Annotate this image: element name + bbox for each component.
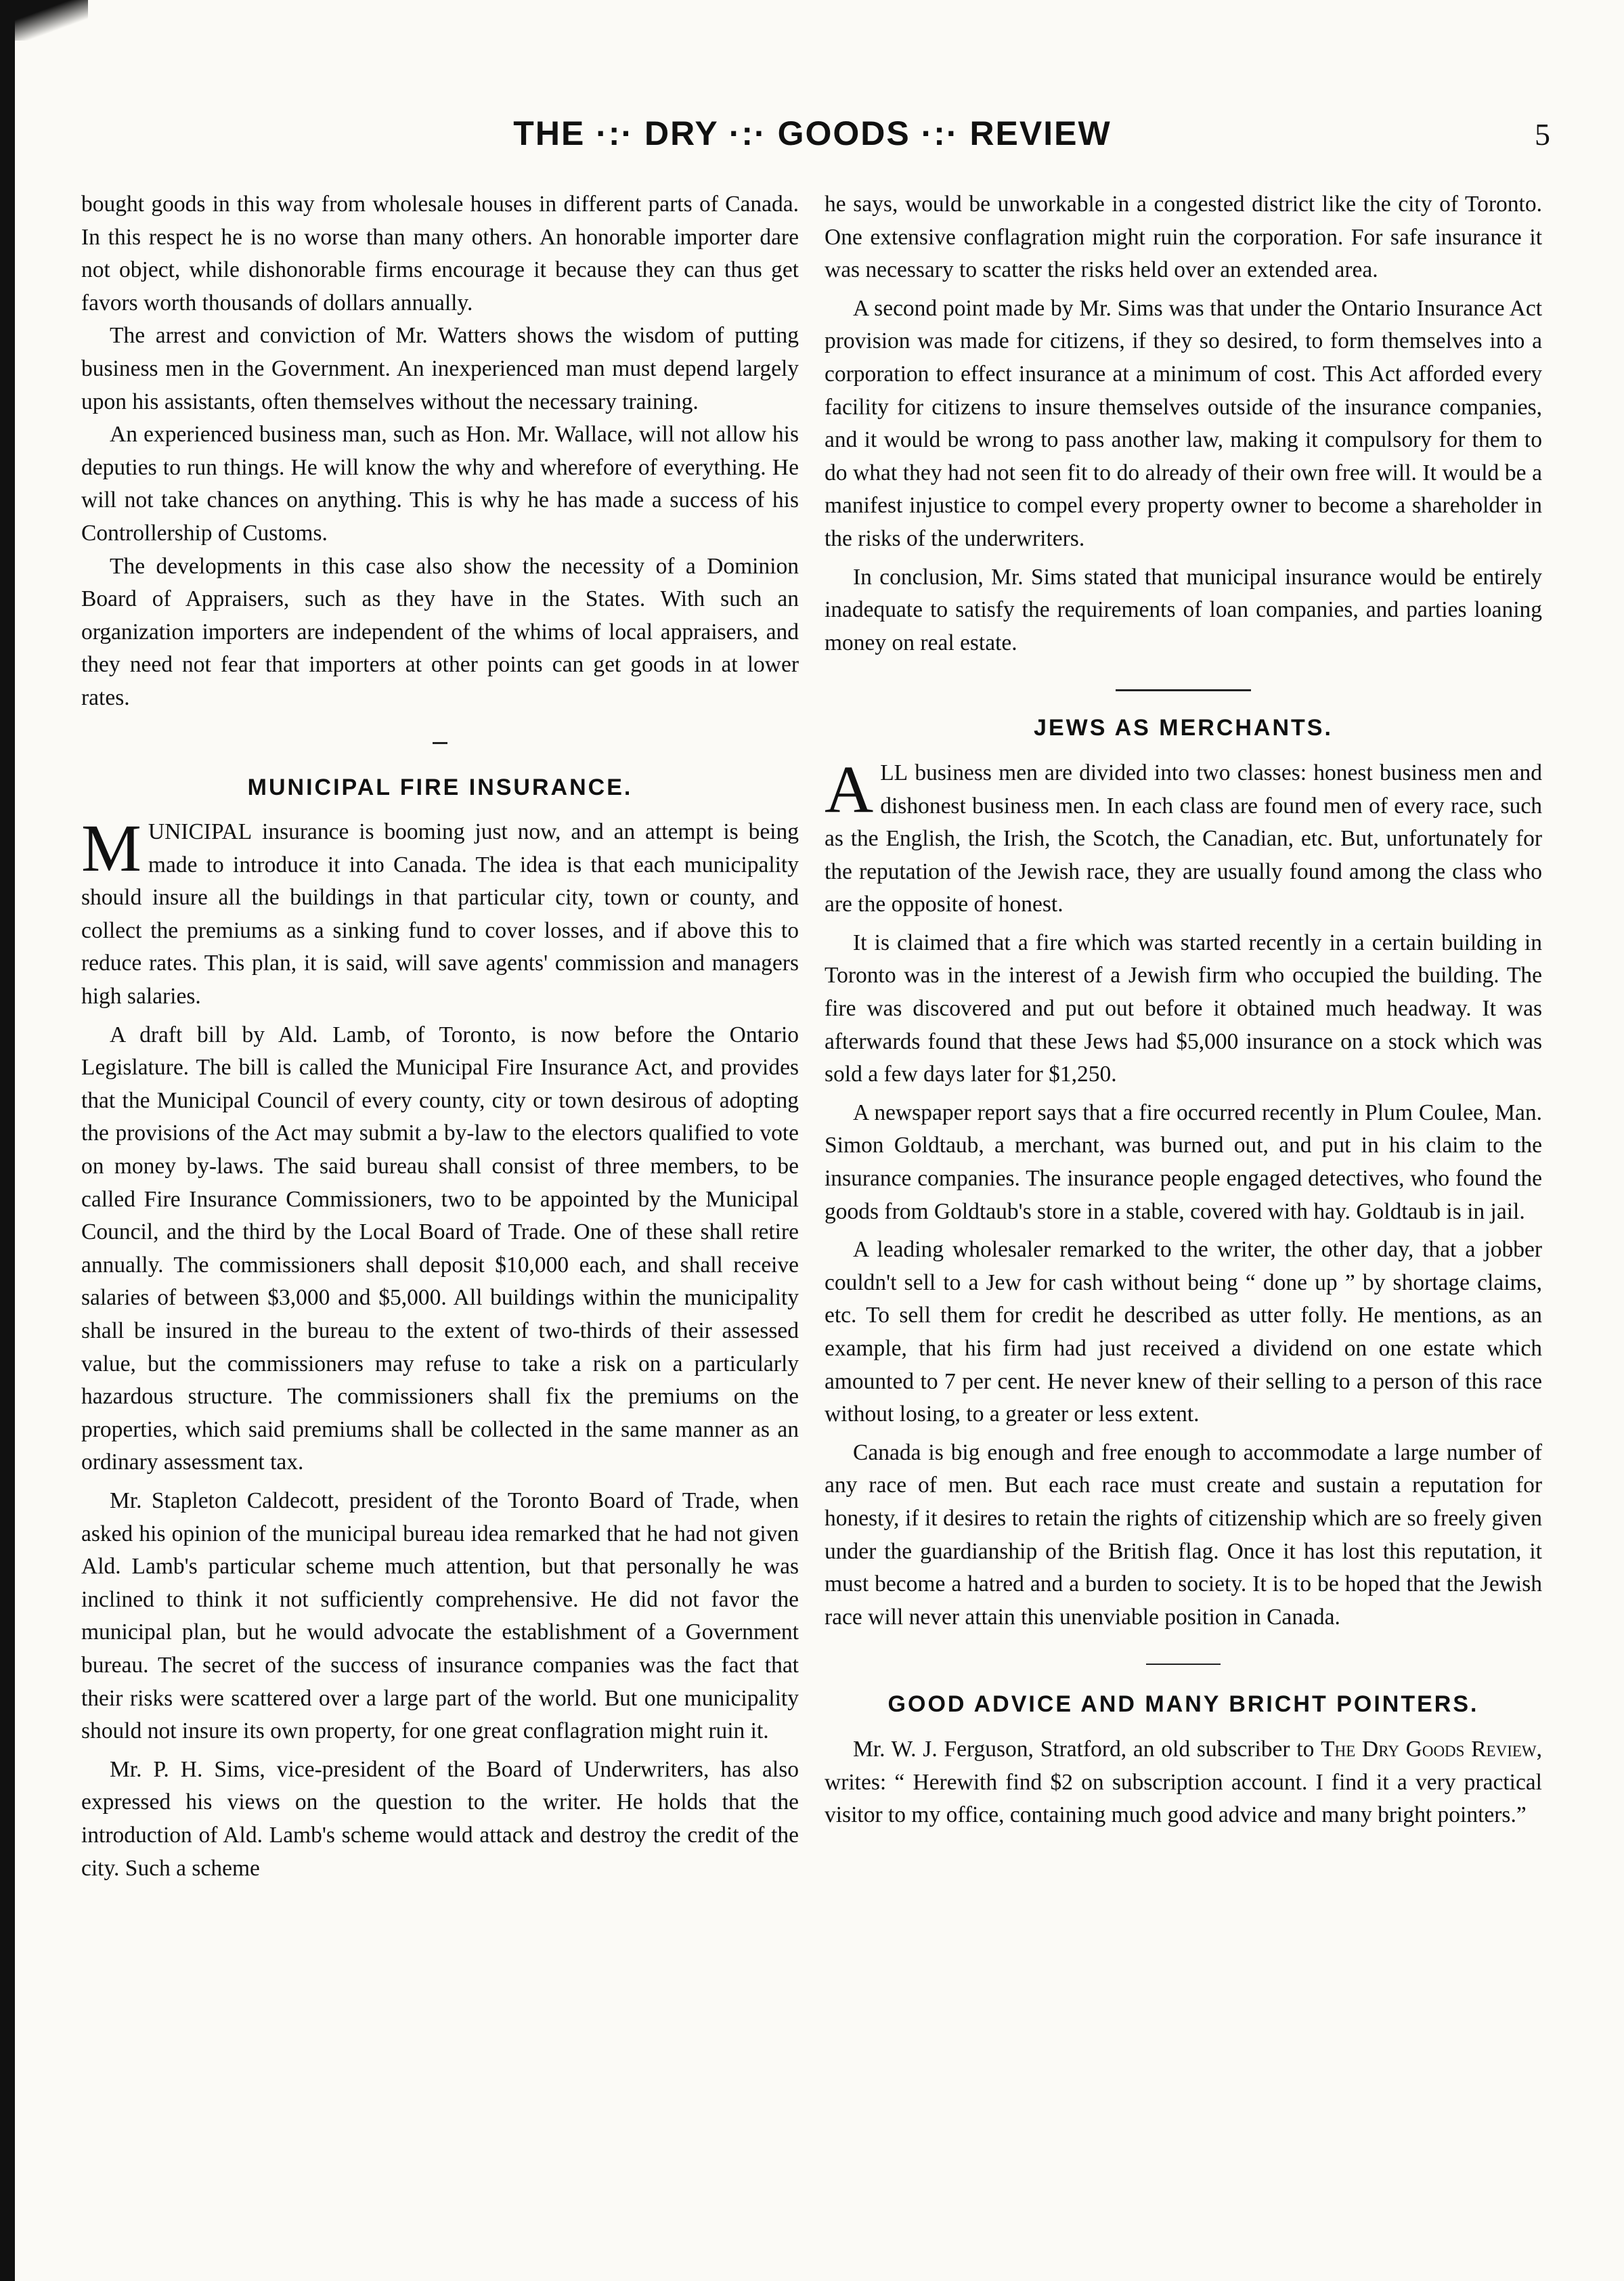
article-paragraph: The developments in this case also show the necessity of a Dominion Board of Appraisers, such as they have in the States. With such an organization importers are independent of the whims of local appraisers, and they need not fear that importers at other points can get goods in at lower rates.	[81, 553, 799, 710]
article-paragraph: In conclusion, Mr. Sims stated that municipal insurance would be entirely inadequate to satisfy the requirements of loan companies, and parties loaning money on real estate.	[825, 564, 1542, 655]
publication-name: The Dry Goods Review	[1321, 1736, 1537, 1762]
article-continuation-paragraph: he says, would be unworkable in a congested district like the city of Toronto. One extensive conflagration might ruin the corporation. For safe insurance it was necessary to scatter the risks held over an extended area.	[825, 192, 1542, 283]
article-paragraph: Canada is big enough and free enough to accommodate a large number of any race of men. But each race must create and sustain a reputation for honesty, if it desires to retain the rights of citizenship which are so freely given under the guardianship of the British flag. Once it has lost this reputation, it must become a hatred and a burden to society. It is to be hoped that the Jewish race will never attain this unenviable position in Canada.	[825, 1439, 1542, 1630]
lead-text: business men are divided into two classes: honest business men and dishonest business men. In each class are found men of every race, such as the English, the Irish, the Scotch, the Canadian, etc. But, unfortunately for the reputation of the Jewish race, they are usually found among the class who are the opposite of honest.	[825, 760, 1542, 917]
article-continuation-paragraph: bought goods in this way from wholesale houses in different parts of Canada. In this respect he is no worse than many others. An honorable importer dare not object, while dishonorable firms encourage it because they can thus get favors worth thousands of dollars annually.	[81, 192, 799, 316]
headline-jews-as-merchants: JEWS AS MERCHANTS.	[1034, 715, 1333, 741]
article-paragraph: Mr. Stapleton Caldecott, president of the Toronto Board of Trade, when asked his opinion of the municipal bureau idea remarked that he had not given Ald. Lamb's particular scheme much attention, but that personally he was inclined to think it not sufficiently comprehensive. He did not favor the municipal plan, but he would advocate the establishment of a Government bureau. The secret of the success of insurance companies was the fact that their risks were scattered over a large part of the world. But one municipality should not insure its own property, for one great conflagration might ruin it.	[81, 1487, 799, 1744]
lead-word: UNICIPAL	[148, 819, 253, 845]
article-lead-paragraph	[825, 751, 1542, 921]
article-paragraph: An experienced business man, such as Hon. Mr. Wallace, will not allow his deputies to run things. He will know the why and wherefore of everything. He will not take chances on anything. This is why he has made a success of his Controllership of Customs.	[81, 422, 799, 546]
headline-good-advice: GOOD ADVICE AND MANY BRICHT POINTERS.	[887, 1691, 1479, 1718]
advice-text-start: Mr. W. J. Ferguson, Stratford, an old subscriber to	[853, 1736, 1321, 1762]
headline-municipal-fire-insurance: MUNICIPAL FIRE INSURANCE.	[247, 774, 633, 800]
lead-word: LL	[880, 760, 908, 785]
advice-text-rest: , writes: “ Herewith find $2 on subscription account. I find it a very practical visitor to my office, containing much good advice and many bright pointers.”	[825, 1736, 1543, 1828]
article-paragraph: A newspaper report says that a fire occurred recently in Plum Coulee, Man. Simon Goldtaub, a merchant, was burned out, and put in his claim to the insurance companies. The insurance people engaged detectives, who found the goods from Goldtaub's store in a stable, covered with hay. Goldtaub is in jail.	[825, 1100, 1542, 1224]
article-paragraph: It is claimed that a fire which was started recently in a certain building in Toronto was in the interest of a Jewish firm who occupied the building. The fire was discovered and put out before it obtained much headway. It was afterwards found that these Jews had $5,000 insurance on a stock which was sold a few days later for $1,250.	[825, 930, 1542, 1087]
page-corner-shadow	[0, 0, 88, 41]
article-paragraph: A second point made by Mr. Sims was that under the Ontario Insurance Act provision was made for citizens, if they so desired, to form themselves into a corporation to effect insurance at a minimum of cost. This Act afforded every facility for citizens to insure themselves outside of the insurance companies, and it would be wrong to pass another law, making it compulsory for them to do what they had not seen fit to do already of their own free will. It would be a manifest injustice to compel every property owner to become a shareholder in the risks of the underwriters.	[825, 295, 1542, 551]
page-header	[74, 114, 1550, 168]
lead-text: insurance is booming just now, and an attempt is being made to introduce it into Canada. The idea is that each municipality should insure all the buildings in that particular city, town or county, and collect the premiums as a sinking fund to cover losses, and if above this to reduce rates. This plan, it is said, will save agents' commission and managers high salaries.	[81, 819, 799, 1009]
right-column	[825, 188, 1542, 1832]
article-lead-paragraph	[81, 810, 799, 1014]
page-number: 5	[1535, 117, 1550, 152]
article-paragraph: The arrest and conviction of Mr. Watters shows the wisdom of putting business men in the Government. An inexperienced man must depend largely upon his assistants, often themselves without the necessary training.	[81, 323, 799, 414]
drop-cap: A	[825, 751, 874, 827]
article-paragraph: Mr. P. H. Sims, vice-president of the Board of Underwriters, has also expressed his views on the question to the writer. He holds that the introduction of Ald. Lamb's scheme would attack and destroy the credit of the city. Such a scheme	[81, 1756, 799, 1881]
page-binding-edge	[0, 0, 15, 2281]
drop-cap: M	[81, 810, 141, 886]
left-column	[81, 188, 799, 1885]
publication-title: THE ·:· DRY ·:· GOODS ·:· REVIEW	[513, 114, 1112, 152]
article-paragraph	[825, 1733, 1542, 1832]
article-paragraph: A draft bill by Ald. Lamb, of Toronto, is now before the Ontario Legislature. The bill is called the Municipal Fire Insurance Act, and provides that the Municipal Council of every county, city or town desirous of adopting the provisions of the Act may submit a by-law to the electors qualified to vote on money by-laws. The said bureau shall consist of three members, to be called Fire Insurance Commissioners, two to be appointed by the Municipal Council, and the third by the Local Board of Trade. One of these shall retire annually. The commissioners shall deposit $10,000 each, and shall receive salaries of between $3,000 and $5,000. All buildings within the municipality shall be insured in the bureau to the extent of two-thirds of their assessed value, but the commissioners may refuse to take a risk on a particularly hazardous structure. The commissioners shall fix the premiums on the properties, which said premiums shall be collected in the same manner as an ordinary assessment tax.	[81, 1022, 799, 1475]
article-paragraph: A leading wholesaler remarked to the writer, the other day, that a jobber couldn't sell to a Jew for cash without being “ done up ” by shortage claims, etc. To sell them for credit he described as utter folly. He mentions, as an example, that his firm had just received a dividend on one estate which amounted to 7 per cent. He never knew of their selling to a person of this race without losing, to a greater or less extent.	[825, 1237, 1542, 1427]
